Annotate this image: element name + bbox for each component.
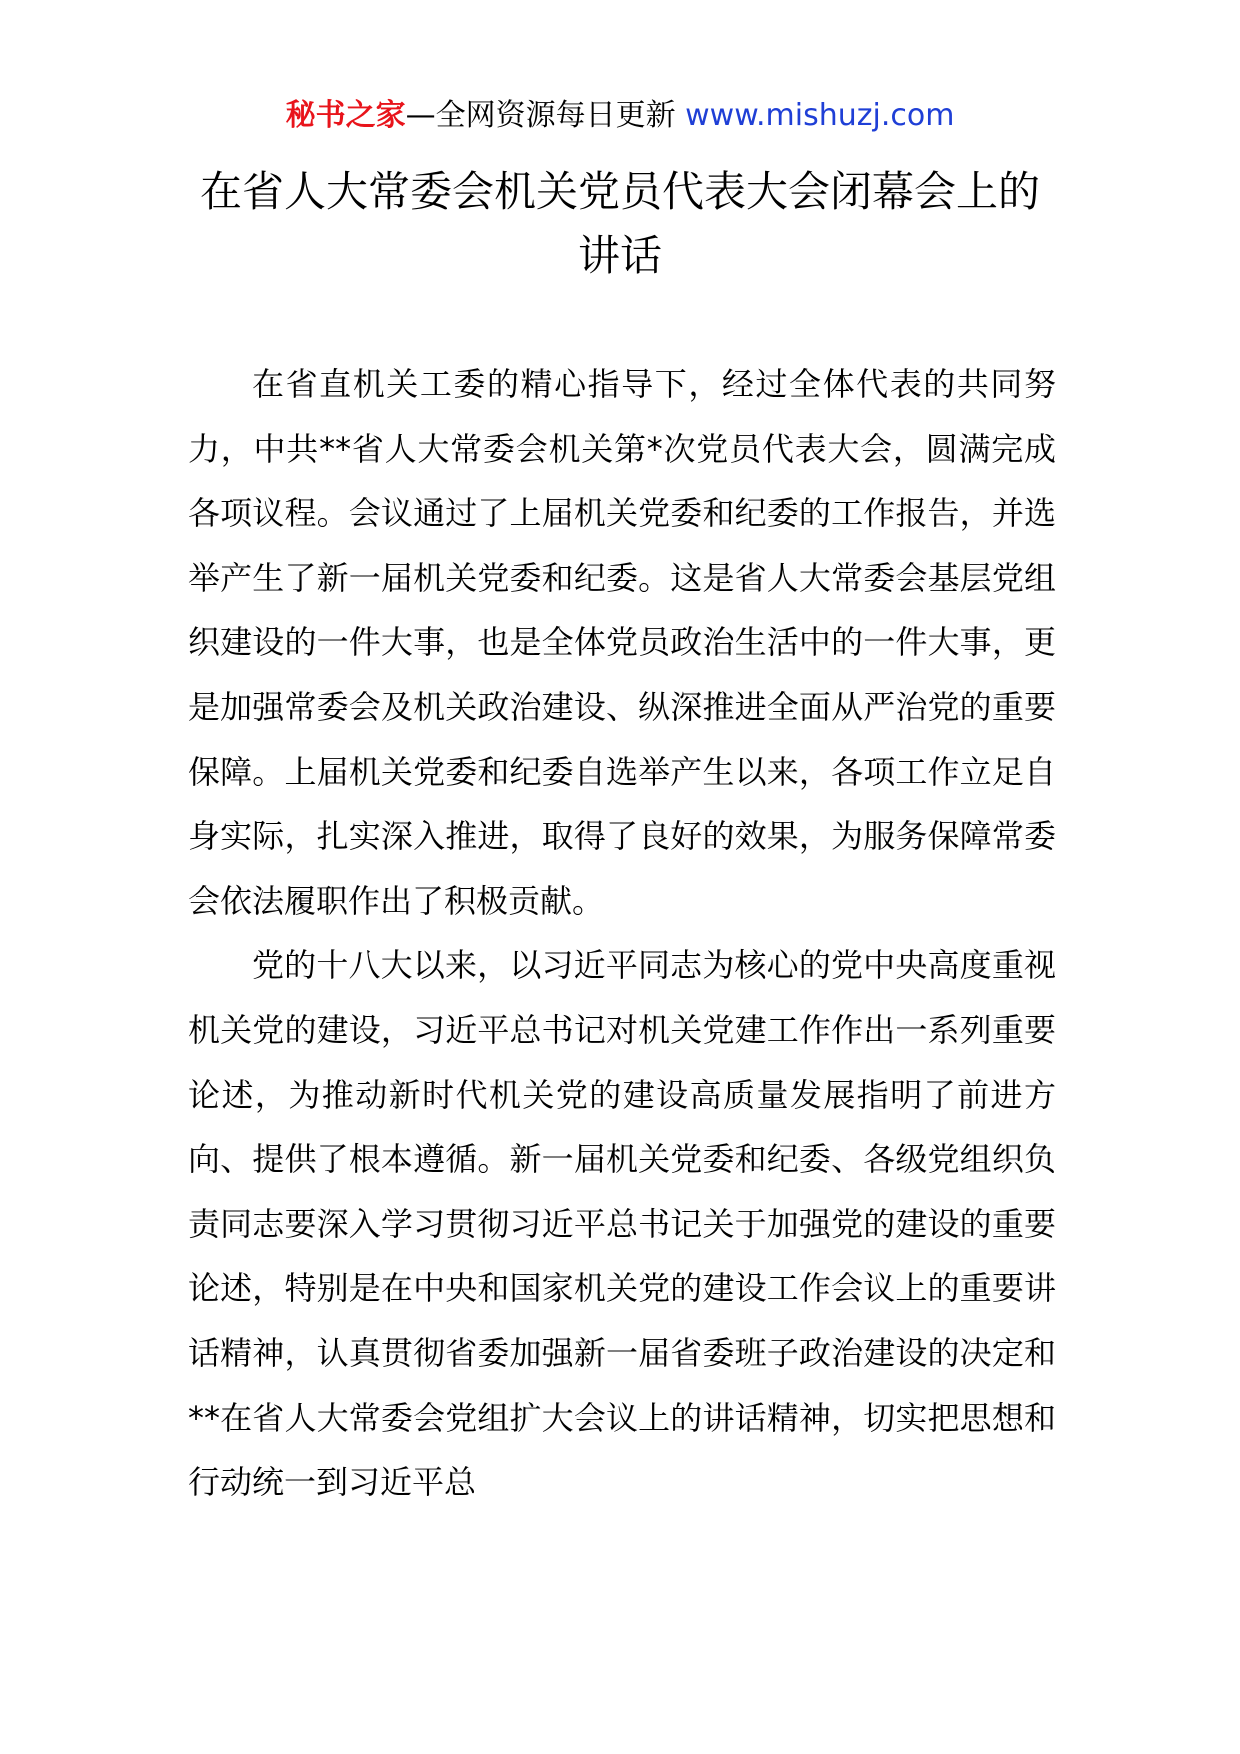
site-url-link[interactable]: www.mishuzj.com [685,98,955,133]
document-title: 在省人大常委会机关党员代表大会闭幕会上的讲话 [199,167,1040,280]
body-paragraph-1: 在省直机关工委的精心指导下，经过全体代表的共同努力，中共**省人大常委会机关第*次党员代表大会，圆满完成各项议程。会议通过了上届机关党委和纪委的工作报告，并选举产生了新一届机关党委和纪委。这是省人大常委会基层党组织建设的一件大事，也是全体党员政治生活中的一件大事，更是加强常委会及机关政治建设、纵深推进全面从严治党的重要保障。上届机关党委和纪委自选举产生以来，各项工作立足自身实际，扎实深入推进，取得了良好的效果，为服务保障常委会依法履职作出了积极贡献。 [188,365,1056,920]
brand-name: 秘书之家 [285,98,406,133]
site-header [0,96,1240,136]
body-paragraph-2: 党的十八大以来，以习近平同志为核心的党中央高度重视机关党的建设，习近平总书记对机关党建工作作出一系列重要论述，为推动新时代机关党的建设高质量发展指明了前进方向、提供了根本遵循。新一届机关党委和纪委、各级党组织负责同志要深入学习贯彻习近平总书记关于加强党的建设的重要论述，特别是在中央和国家机关党的建设工作会议上的重要讲话精神，认真贯彻省委加强新一届省委班子政治建设的决定和**在省人大常委会党组扩大会议上的讲话精神，切实把思想和行动统一到习近平总 [188,946,1056,1502]
header-tagline: —全网资源每日更新 [405,98,686,133]
document-body [188,352,1056,1515]
